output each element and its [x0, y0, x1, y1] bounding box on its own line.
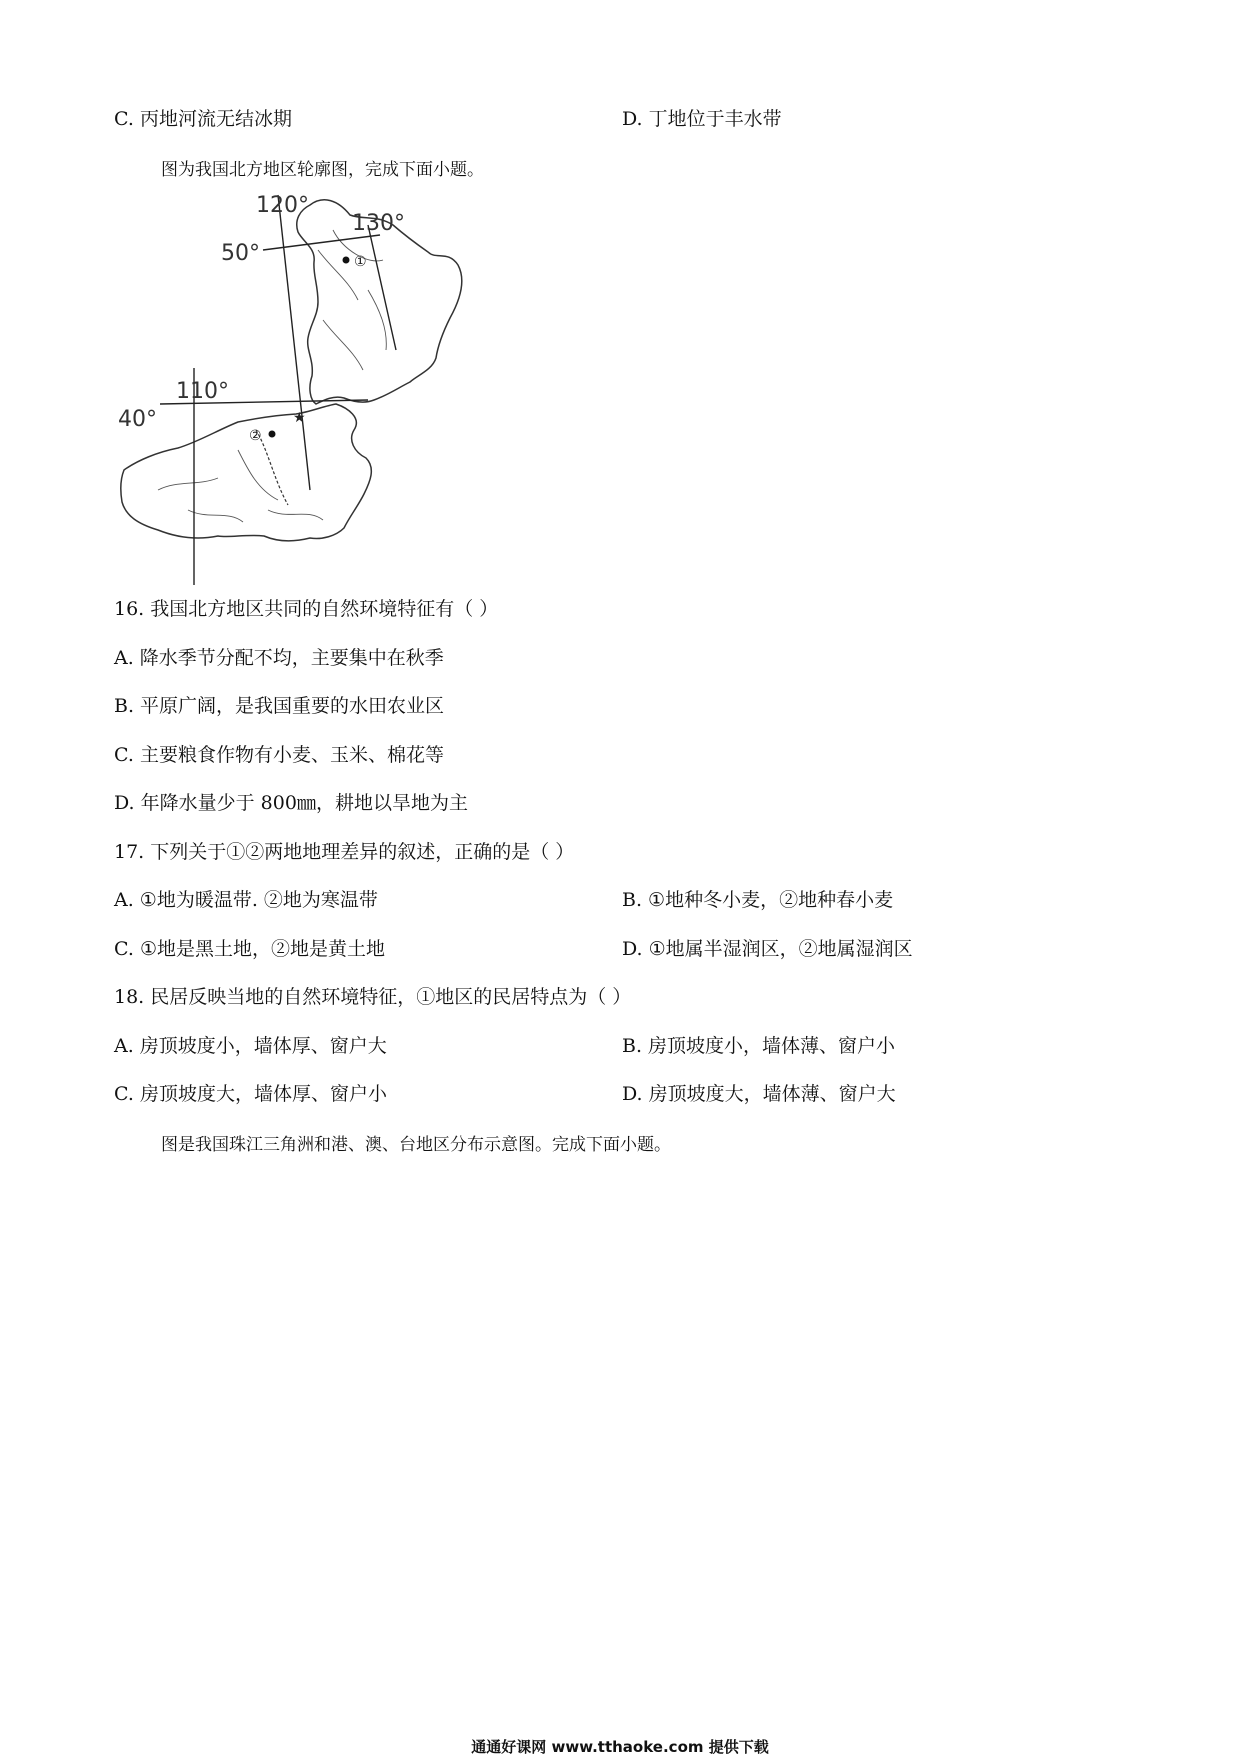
lat-40-label: 40°: [118, 407, 157, 432]
q16-option-b: B. 平原广阔，是我国重要的水田农业区: [114, 695, 445, 717]
q18-option-a: A. 房顶坡度小，墙体厚、窗户大: [114, 1035, 387, 1057]
q17-option-d: D. ①地属半湿润区，②地属湿润区: [622, 938, 913, 960]
q16-option-c: C. 主要粮食作物有小麦、玉米、棉花等: [114, 744, 444, 766]
q18-option-b: B. 房顶坡度小，墙体薄、窗户小: [622, 1035, 896, 1057]
q17-option-b: B. ①地种冬小麦，②地种春小麦: [622, 889, 894, 911]
lat-50-label: 50°: [221, 241, 260, 266]
point-2-label: ②: [249, 428, 262, 444]
q18-option-d: D. 房顶坡度大，墙体薄、窗户大: [622, 1083, 896, 1105]
point-1-dot: [343, 257, 350, 264]
q17-option-a: A. ①地为暖温带. ②地为寒温带: [114, 889, 378, 911]
point-1-label: ①: [354, 254, 367, 270]
north-china-outline-map: [118, 190, 478, 590]
q16-stem: 16. 我国北方地区共同的自然环境特征有（ ）: [114, 598, 499, 620]
next-figure-intro: 图是我国珠江三角洲和港、澳、台地区分布示意图。完成下面小题。: [161, 1135, 671, 1155]
prev-option-c: C. 丙地河流无结冰期: [114, 108, 292, 130]
q17-stem: 17. 下列关于①②两地地理差异的叙述，正确的是（ ）: [114, 841, 575, 863]
q16-option-a: A. 降水季节分配不均，主要集中在秋季: [114, 647, 444, 669]
lon-120-label: 120°: [256, 193, 309, 218]
meridian-120: [278, 195, 310, 490]
parallel-50: [263, 235, 380, 250]
north-china-outline: [121, 404, 372, 541]
q17-option-c: C. ①地是黑土地，②地是黄土地: [114, 938, 385, 960]
q16-option-d: D. 年降水量少于 800㎜，耕地以旱地为主: [114, 792, 468, 814]
lon-130-label: 130°: [352, 211, 405, 236]
figure-intro: 图为我国北方地区轮廓图，完成下面小题。: [161, 160, 484, 180]
capital-star-icon: ★: [293, 410, 306, 426]
river-lines: [158, 230, 386, 522]
lon-110-label: 110°: [176, 379, 229, 404]
q18-stem: 18. 民居反映当地的自然环境特征，①地区的民居特点为（ ）: [114, 986, 632, 1008]
page-footer: 通通好课网 www.tthaoke.com 提供下载: [471, 1738, 769, 1756]
point-2-dot: [269, 431, 276, 438]
prev-option-d: D. 丁地位于丰水带: [622, 108, 782, 130]
q18-option-c: C. 房顶坡度大，墙体厚、窗户小: [114, 1083, 387, 1105]
meridian-130: [368, 225, 396, 350]
